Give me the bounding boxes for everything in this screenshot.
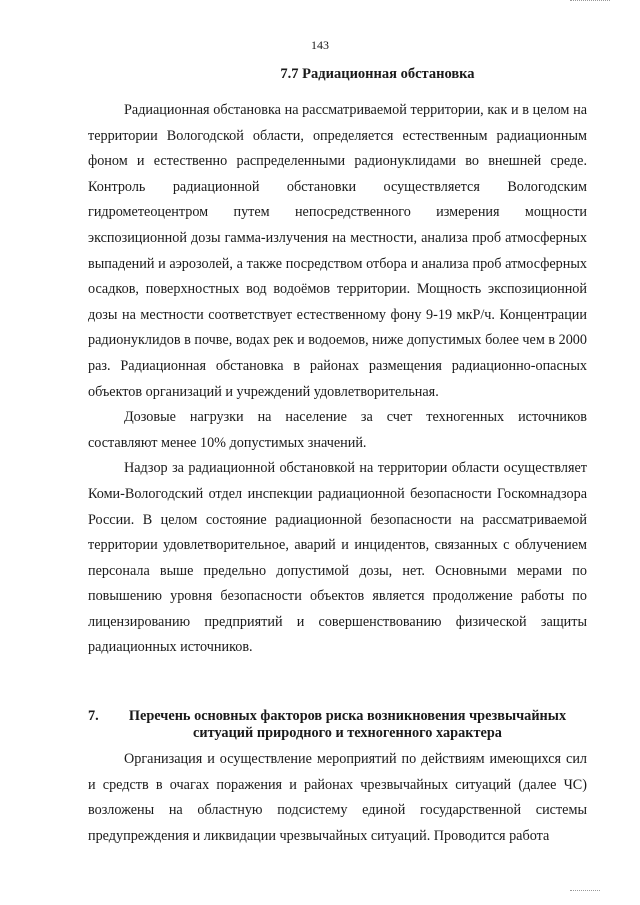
paragraph: Организация и осуществление мероприятий по действиям имеющихся сил и средств в очагах поражения и районах чрезвычайных ситуаций (далее ЧС) возложены на областную подсистему единой государственной системы предупреждения и ликвидации чрезвычайных ситуаций. Проводится работа	[88, 751, 587, 844]
section-heading-radiation: 7.7 Радиационная обстановка	[280, 66, 475, 82]
page-number: 143	[311, 38, 329, 52]
scan-corner-mark	[570, 0, 610, 5]
section-number: 7.	[88, 708, 99, 724]
paragraph: Радиационная обстановка на рассматриваемой территории, как и в целом на территории Вологодской области, определяется естественным радиационным фоном и естественно распределенными радионуклидами во внешней среде. Контроль радиационной обстановки осуществляется Вологодским гидрометеоцентром путем непосредственного измерения мощности экспозиционной дозы гамма-излучения на местности, анализа проб атмосферных выпадений и аэрозолей, а также посредством отбора и анализа проб атмосферных осадков, поверхностных вод водоёмов территории. Мощность экспозиционной дозы на местности соответствует естественному фону 9-19 мкР/ч. Концентрации радионуклидов в почве, водах рек и водоемов, ниже допустимых более чем в 2000 раз. Радиационная обстановка в районах размещения радиационно-опасных объектов организаций и учреждений удовлетворительная.	[88, 102, 587, 400]
scan-corner-mark-bottom	[570, 890, 600, 895]
section-heading-risk-factors	[88, 708, 587, 742]
section-body-radiation	[88, 98, 587, 661]
section-body-risk-factors	[88, 747, 587, 849]
section-title: Перечень основных факторов риска возникновения чрезвычайных ситуаций природного и техногенного характера	[128, 708, 567, 741]
paragraph: Надзор за радиационной обстановкой на территории области осуществляет Коми-Вологодский отдел инспекции радиационной безопасности Госкомнадзора России. В целом состояние радиационной безопасности на рассматриваемой территории удовлетворительное, аварий и инцидентов, связанных с облучением персонала выше предельно допустимой дозы, нет. Основными мерами по повышению уровня безопасности объектов является продолжение работы по лицензированию предприятий и совершенствованию физической защиты радиационных источников.	[88, 460, 587, 656]
paragraph: Дозовые нагрузки на население за счет техногенных источников составляют менее 10% допустимых значений.	[88, 409, 587, 451]
